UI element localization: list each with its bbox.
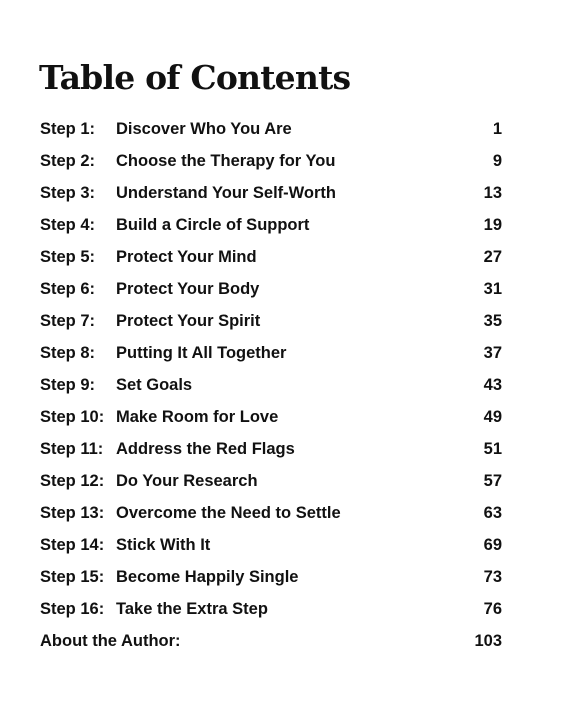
toc-step-label: Step 11: <box>40 440 104 458</box>
toc-step-label: Step 12: <box>40 472 105 490</box>
toc-page-number: 19 <box>483 216 502 234</box>
toc-step-label: Step 16: <box>40 600 105 618</box>
toc-entry <box>40 502 520 534</box>
toc-page-number: 49 <box>483 408 502 426</box>
toc-entry <box>40 342 520 374</box>
toc-chapter-title: Stick With It <box>116 536 211 554</box>
toc-entry <box>40 534 520 566</box>
toc-chapter-title: Address the Red Flags <box>116 440 295 458</box>
toc-entry-about-author <box>40 630 520 662</box>
toc-step-label: Step 14: <box>40 536 105 554</box>
toc-entry <box>40 278 520 310</box>
toc-page-number: 37 <box>483 344 502 362</box>
toc-step-label: Step 5: <box>40 248 96 266</box>
toc-page-number: 51 <box>483 440 502 458</box>
toc-chapter-title: Build a Circle of Support <box>116 216 310 234</box>
toc-chapter-title: Understand Your Self-Worth <box>116 184 337 202</box>
toc-list <box>40 118 520 662</box>
toc-chapter-title: Make Room for Love <box>116 408 279 426</box>
toc-page-number: 9 <box>492 152 502 170</box>
toc-chapter-title: Protect Your Body <box>116 280 260 298</box>
toc-step-label: Step 1: <box>40 120 96 138</box>
page-title: Table of Contents <box>39 58 351 97</box>
toc-chapter-title: Protect Your Mind <box>116 248 257 266</box>
toc-step-label: Step 7: <box>40 312 96 330</box>
toc-step-label: Step 8: <box>40 344 96 362</box>
toc-page-number: 31 <box>483 280 502 298</box>
toc-page-number: 35 <box>483 312 502 330</box>
toc-entry <box>40 150 520 182</box>
toc-chapter-title: Overcome the Need to Settle <box>116 504 341 522</box>
toc-entry <box>40 374 520 406</box>
toc-page-number: 43 <box>483 376 502 394</box>
toc-chapter-title: Protect Your Spirit <box>116 312 261 330</box>
toc-entry <box>40 438 520 470</box>
toc-entry <box>40 310 520 342</box>
toc-page-number: 13 <box>483 184 502 202</box>
toc-step-label: Step 15: <box>40 568 105 586</box>
toc-chapter-title: Take the Extra Step <box>116 600 268 618</box>
toc-page-number: 27 <box>483 248 502 266</box>
toc-page-number: 76 <box>483 600 502 618</box>
toc-entry <box>40 598 520 630</box>
toc-page-number: 73 <box>483 568 502 586</box>
toc-step-label: Step 13: <box>40 504 105 522</box>
toc-step-label: Step 4: <box>40 216 96 234</box>
toc-chapter-title: Set Goals <box>116 376 193 394</box>
toc-entry <box>40 470 520 502</box>
toc-page-number: 57 <box>483 472 502 490</box>
toc-entry <box>40 566 520 598</box>
toc-step-label: Step 2: <box>40 152 96 170</box>
toc-chapter-title: Become Happily Single <box>116 568 299 586</box>
toc-entry <box>40 118 520 150</box>
toc-page-number: 69 <box>483 536 502 554</box>
toc-chapter-title: Choose the Therapy for You <box>116 152 336 170</box>
toc-entry <box>40 246 520 278</box>
toc-about-label: About the Author: <box>40 632 181 650</box>
toc-chapter-title: Putting It All Together <box>116 344 287 362</box>
toc-step-label: Step 6: <box>40 280 96 298</box>
toc-step-label: Step 9: <box>40 376 96 394</box>
toc-entry <box>40 182 520 214</box>
toc-step-label: Step 10: <box>40 408 105 426</box>
toc-page-number: 1 <box>492 120 502 138</box>
toc-page-number: 103 <box>474 632 502 650</box>
toc-chapter-title: Do Your Research <box>116 472 258 490</box>
toc-entry <box>40 406 520 438</box>
toc-chapter-title: Discover Who You Are <box>116 120 292 138</box>
toc-step-label: Step 3: <box>40 184 96 202</box>
toc-entry <box>40 214 520 246</box>
toc-page-number: 63 <box>483 504 502 522</box>
